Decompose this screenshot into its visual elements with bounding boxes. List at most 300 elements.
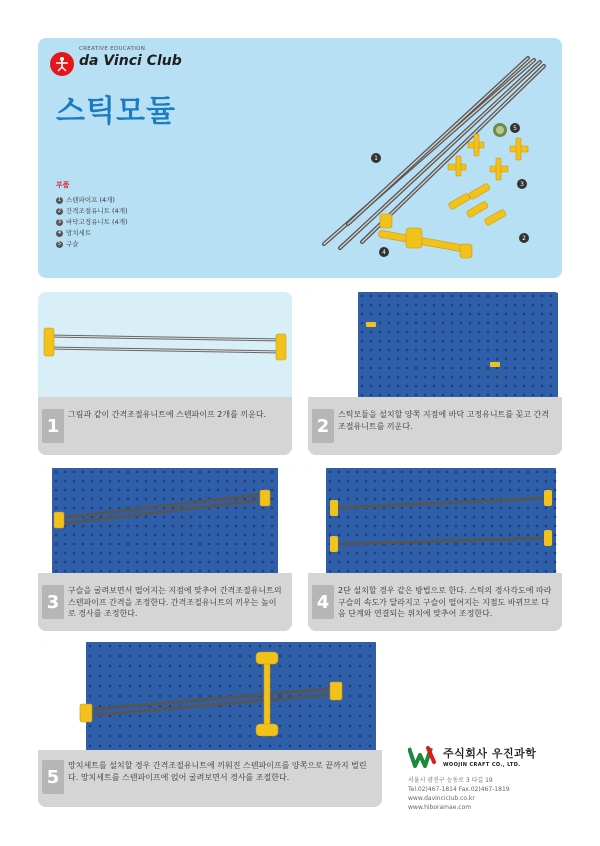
pegboard-hole (500, 480, 503, 483)
pegboard-hole (219, 655, 222, 658)
pegboard-hole (100, 507, 103, 510)
pegboard-hole (169, 715, 172, 718)
pegboard-hole (469, 340, 472, 343)
pegboard-hole (419, 516, 422, 519)
pegboard-hole (428, 480, 431, 483)
pegboard-hole (365, 489, 368, 492)
pegboard-hole (392, 552, 395, 555)
pegboard-hole (99, 685, 102, 688)
pegboard-hole (329, 480, 332, 483)
marble (493, 123, 507, 137)
pegboard-hole (500, 471, 503, 474)
pegboard-hole (554, 471, 557, 474)
pegboard-hole (319, 655, 322, 658)
pegboard-hole (424, 340, 427, 343)
pegboard-hole (442, 367, 445, 370)
pegboard-hole (455, 489, 458, 492)
pegboard-hole (329, 705, 332, 708)
pegboard-hole (509, 489, 512, 492)
pegboard-hole (550, 304, 553, 307)
pegboard-hole (356, 480, 359, 483)
pegboard-hole (190, 498, 193, 501)
pegboard-hole (329, 655, 332, 658)
pegboard-hole (253, 480, 256, 483)
pegboard-hole (424, 322, 427, 325)
pegboard-hole (464, 543, 467, 546)
pegboard-hole (82, 507, 85, 510)
pegboard-hole (109, 675, 112, 678)
pegboard-hole (129, 695, 132, 698)
pegboard-hole (259, 645, 262, 648)
pegboard-hole (433, 376, 436, 379)
pegboard-hole (244, 561, 247, 564)
pegboard-hole (217, 525, 220, 528)
pegboard-hole (262, 480, 265, 483)
pegboard-hole (181, 525, 184, 528)
pegboard-hole (209, 655, 212, 658)
pegboard-hole (359, 735, 362, 738)
pegboard-hole (487, 340, 490, 343)
pegboard-hole (406, 313, 409, 316)
pegboard-hole (118, 489, 121, 492)
pegboard-hole (199, 498, 202, 501)
pegboard-hole (392, 507, 395, 510)
pegboard-hole (209, 695, 212, 698)
pegboard-hole (349, 705, 352, 708)
pegboard-hole (89, 645, 92, 648)
step-card-3 (38, 468, 292, 631)
pegboard-hole (271, 489, 274, 492)
pegboard-hole (410, 471, 413, 474)
step-number: 3 (42, 585, 64, 619)
pegboard-hole (244, 534, 247, 537)
pegboard-hole (329, 675, 332, 678)
pegboard-hole (145, 489, 148, 492)
pegboard-hole (446, 480, 449, 483)
pegboard-hole (55, 489, 58, 492)
pegboard-hole (428, 570, 431, 573)
pegboard-hole (550, 358, 553, 361)
pegboard-hole (163, 516, 166, 519)
pegboard-hole (169, 725, 172, 728)
pegboard-hole (509, 570, 512, 573)
pegboard-hole (374, 489, 377, 492)
pegboard-hole (82, 480, 85, 483)
pegboard-hole (219, 665, 222, 668)
pegboard-hole (217, 570, 220, 573)
pegboard-hole (91, 561, 94, 564)
pegboard-hole (99, 735, 102, 738)
pegboard-hole (545, 570, 548, 573)
pegboard-hole (209, 745, 212, 748)
pegboard-hole (226, 480, 229, 483)
pegboard-hole (541, 313, 544, 316)
pegboard-hole (239, 675, 242, 678)
pegboard-hole (235, 516, 238, 519)
pegboard-hole (249, 685, 252, 688)
pegboard-hole (118, 534, 121, 537)
pegboard-hole (478, 367, 481, 370)
pegboard-hole (208, 561, 211, 564)
pegboard-hole (349, 715, 352, 718)
pegboard-hole (199, 534, 202, 537)
pegboard-hole (181, 498, 184, 501)
pegboard-hole (289, 725, 292, 728)
pegboard-hole (199, 715, 202, 718)
pegboard-hole (279, 685, 282, 688)
pegboard-hole (464, 570, 467, 573)
pegboard-hole (208, 552, 211, 555)
pegboard-hole (109, 725, 112, 728)
pegboard-hole (473, 561, 476, 564)
pegboard-hole (349, 675, 352, 678)
pegboard-hole (118, 543, 121, 546)
pegboard-hole (199, 685, 202, 688)
pegboard-hole (179, 655, 182, 658)
pegboard-hole (91, 525, 94, 528)
pegboard-hole (55, 498, 58, 501)
pegboard-hole (437, 480, 440, 483)
pegboard-hole (199, 655, 202, 658)
step-number: 5 (42, 760, 64, 794)
pegboard-hole (244, 489, 247, 492)
pegboard-hole (154, 489, 157, 492)
pegboard-hole (338, 471, 341, 474)
pegboard-hole (127, 471, 130, 474)
pegboard-hole (73, 570, 76, 573)
pegboard-hole (338, 480, 341, 483)
pegboard-hole (374, 570, 377, 573)
pegboard-hole (339, 705, 342, 708)
pegboard-hole (253, 525, 256, 528)
company-website-link[interactable]: www.davincicIub.co.kr (408, 795, 475, 802)
pegboard-hole (478, 349, 481, 352)
pegboard-hole (64, 507, 67, 510)
pegboard-hole (410, 534, 413, 537)
pegboard-hole (279, 725, 282, 728)
pegboard-hole (406, 331, 409, 334)
pegboard-hole (406, 304, 409, 307)
pegboard-hole (419, 498, 422, 501)
pegboard-hole (369, 645, 372, 648)
pegboard-hole (129, 735, 132, 738)
pegboard-hole (460, 313, 463, 316)
pegboard-hole (536, 471, 539, 474)
pegboard-hole (64, 489, 67, 492)
pegboard-hole (64, 498, 67, 501)
pegboard-hole (379, 340, 382, 343)
pegboard-hole (319, 675, 322, 678)
pegboard-hole (239, 745, 242, 748)
pegboard-hole (249, 735, 252, 738)
company-website-link[interactable]: www.hiboramae.com (408, 804, 472, 811)
pegboard-hole (89, 655, 92, 658)
pegboard-hole (514, 349, 517, 352)
pegboard-hole (262, 570, 265, 573)
pegboard-hole (383, 489, 386, 492)
pegboard-hole (244, 507, 247, 510)
pegboard-hole (523, 358, 526, 361)
pegboard-hole (235, 480, 238, 483)
callout-5: 5 (513, 125, 517, 132)
pegboard-hole (179, 695, 182, 698)
pegboard-hole (329, 715, 332, 718)
pegboard-hole (249, 655, 252, 658)
pegboard-hole (388, 340, 391, 343)
company-name: 주식회사 우진과학 (443, 747, 537, 760)
pegboard-hole (550, 367, 553, 370)
pegboard-hole (118, 561, 121, 564)
pegboard-hole (127, 534, 130, 537)
pegboard-hole (482, 516, 485, 519)
pegboard-hole (532, 385, 535, 388)
pegboard-hole (145, 570, 148, 573)
pegboard-hole (239, 645, 242, 648)
pegboard-hole (82, 534, 85, 537)
pegboard-hole (119, 695, 122, 698)
pegboard-hole (149, 745, 152, 748)
pegboard-hole (491, 471, 494, 474)
pegboard-hole (388, 313, 391, 316)
pegboard-hole (217, 489, 220, 492)
pegboard-hole (527, 525, 530, 528)
pegboard-hole (424, 313, 427, 316)
pegboard-hole (253, 507, 256, 510)
pegboard-hole (451, 322, 454, 325)
pegboard-hole (145, 525, 148, 528)
pegboard-hole (433, 322, 436, 325)
pegboard-hole (190, 570, 193, 573)
pegboard-hole (410, 561, 413, 564)
pegboard-hole (163, 498, 166, 501)
pegboard-hole (415, 313, 418, 316)
pegboard-hole (181, 561, 184, 564)
pegboard-hole (319, 645, 322, 648)
pegboard-hole (154, 471, 157, 474)
pegboard-hole (55, 570, 58, 573)
pegboard-hole (229, 725, 232, 728)
pegboard-hole (73, 480, 76, 483)
callout-1: 1 (374, 155, 378, 162)
pegboard-hole (410, 552, 413, 555)
pegboard-hole (401, 525, 404, 528)
step-text: 망치세트를 설치할 경우 간격조절유니트에 끼워진 스텐파이프를 양쪽으로 끝까지 벌린다. 망치세트를 스텐파이프에 얹어 굴려보면서 경사를 조절한다. (68, 761, 367, 782)
parts-item-number: 2 (57, 208, 62, 214)
pegboard-hole (329, 725, 332, 728)
pegboard-hole (374, 552, 377, 555)
pegboard-hole (532, 358, 535, 361)
pegboard-hole (478, 385, 481, 388)
pegboard-hole (379, 376, 382, 379)
pegboard-hole (545, 471, 548, 474)
pegboard-hole (309, 685, 312, 688)
pegboard-hole (159, 675, 162, 678)
pegboard-hole (469, 376, 472, 379)
pegboard-hole (532, 304, 535, 307)
pegboard-hole (437, 570, 440, 573)
pegboard-hole (491, 570, 494, 573)
pegboard-hole (262, 525, 265, 528)
pegboard-hole (109, 570, 112, 573)
pegboard-hole (100, 534, 103, 537)
pegboard-hole (109, 561, 112, 564)
pegboard-hole (199, 480, 202, 483)
pegboard-hole (500, 552, 503, 555)
pegboard-hole (518, 543, 521, 546)
pegboard-hole (253, 552, 256, 555)
pegboard-hole (229, 715, 232, 718)
pegboard-hole (410, 525, 413, 528)
pegboard-hole (217, 480, 220, 483)
pegboard-hole (473, 480, 476, 483)
pegboard-hole (139, 745, 142, 748)
company-phone: Tel.02)467-1814 Fax.02)467-1819 (408, 786, 510, 793)
pegboard-hole (361, 322, 364, 325)
pegboard-hole (209, 675, 212, 678)
pegboard-hole (99, 725, 102, 728)
pegboard-hole (433, 313, 436, 316)
pegboard-hole (388, 349, 391, 352)
step-text: 2단 설치할 경우 같은 방법으로 한다. 스틱의 경사각도에 따라 구슬의 속도가 달라지고 구슬이 떨어지는 지점도 바뀌므로 다음 단계와 연결되는 위치에 맞추어 조정한다. (338, 586, 552, 618)
pegboard-hole (269, 745, 272, 748)
pegboard-hole (433, 358, 436, 361)
pegboard-hole (235, 534, 238, 537)
pegboard-hole (509, 471, 512, 474)
pegboard-hole (541, 349, 544, 352)
pegboard-hole (100, 471, 103, 474)
pegboard-hole (154, 498, 157, 501)
pegboard-hole (469, 295, 472, 298)
pegboard-hole (428, 516, 431, 519)
pegboard-hole (271, 534, 274, 537)
pegboard-hole (536, 516, 539, 519)
pegboard-hole (279, 695, 282, 698)
pegboard-hole (451, 349, 454, 352)
pegboard-hole (219, 685, 222, 688)
pegboard-hole (145, 561, 148, 564)
pegboard-hole (487, 295, 490, 298)
pegboard-hole (415, 394, 418, 397)
pegboard-hole (370, 385, 373, 388)
pegboard-hole (244, 570, 247, 573)
pegboard-hole (359, 705, 362, 708)
pegboard-hole (329, 665, 332, 668)
pegboard-hole (428, 561, 431, 564)
pegboard-hole (299, 735, 302, 738)
pegboard-hole (89, 685, 92, 688)
pegboard-hole (369, 745, 372, 748)
pegboard-hole (370, 331, 373, 334)
pegboard-hole (339, 745, 342, 748)
pegboard-hole (369, 655, 372, 658)
pegboard-hole (217, 534, 220, 537)
pegboard-hole (505, 394, 508, 397)
pegboard-hole (159, 655, 162, 658)
pegboard-hole (73, 498, 76, 501)
pegboard-hole (189, 735, 192, 738)
pegboard-hole (136, 489, 139, 492)
parts-item-label: 구슬 (66, 240, 79, 248)
pegboard-hole (208, 489, 211, 492)
pegboard-hole (226, 543, 229, 546)
pegboard-hole (129, 645, 132, 648)
pegboard-hole (383, 480, 386, 483)
pegboard-hole (451, 313, 454, 316)
pegboard-hole (199, 552, 202, 555)
pegboard-hole (127, 525, 130, 528)
pegboard-hole (374, 525, 377, 528)
pegboard-hole (518, 480, 521, 483)
pegboard-hole (455, 507, 458, 510)
step-3-photo (38, 468, 292, 573)
pegboard-hole (109, 645, 112, 648)
pegboard-hole (154, 561, 157, 564)
pegboard-hole (279, 675, 282, 678)
pegboard-hole (149, 685, 152, 688)
pegboard-hole (262, 507, 265, 510)
pegboard-hole (523, 340, 526, 343)
pegboard-hole (369, 715, 372, 718)
pegboard-hole (55, 543, 58, 546)
pegboard-hole (235, 552, 238, 555)
pegboard-hole (455, 525, 458, 528)
pegboard-hole (109, 489, 112, 492)
pegboard-hole (136, 525, 139, 528)
pegboard-hole (189, 665, 192, 668)
pegboard-hole (455, 480, 458, 483)
pegboard-hole (309, 725, 312, 728)
pegboard-hole (129, 685, 132, 688)
pegboard-hole (514, 367, 517, 370)
pegboard-hole (505, 376, 508, 379)
pegboard-hole (82, 471, 85, 474)
pegboard-hole (329, 516, 332, 519)
pegboard-hole (239, 665, 242, 668)
pegboard-hole (163, 543, 166, 546)
pegboard-hole (401, 534, 404, 537)
logo-figure-icon (50, 52, 74, 76)
pegboard-hole (359, 645, 362, 648)
pegboard-hole (249, 645, 252, 648)
pegboard-hole (509, 516, 512, 519)
pegboard-hole (359, 685, 362, 688)
pegboard-hole (109, 525, 112, 528)
pegboard-hole (406, 349, 409, 352)
pegboard-hole (356, 525, 359, 528)
pegboard-hole (536, 525, 539, 528)
pegboard-hole (100, 498, 103, 501)
pegboard-hole (181, 516, 184, 519)
pegboard-hole (179, 675, 182, 678)
pegboard-hole (239, 715, 242, 718)
pegboard-hole (339, 665, 342, 668)
spacer-units (448, 134, 528, 180)
pegboard-hole (100, 525, 103, 528)
pegboard-hole (455, 561, 458, 564)
pegboard-hole (190, 489, 193, 492)
pegboard-hole (433, 385, 436, 388)
pegboard-hole (415, 340, 418, 343)
pegboard-hole (437, 516, 440, 519)
pegboard-hole (73, 534, 76, 537)
pegboard-hole (469, 358, 472, 361)
pegboard-hole (442, 394, 445, 397)
pegboard-hole (145, 543, 148, 546)
pegboard-hole (109, 552, 112, 555)
pegboard-hole (514, 304, 517, 307)
pegboard-hole (518, 552, 521, 555)
logo-brand: da Vinci Club (79, 53, 182, 69)
